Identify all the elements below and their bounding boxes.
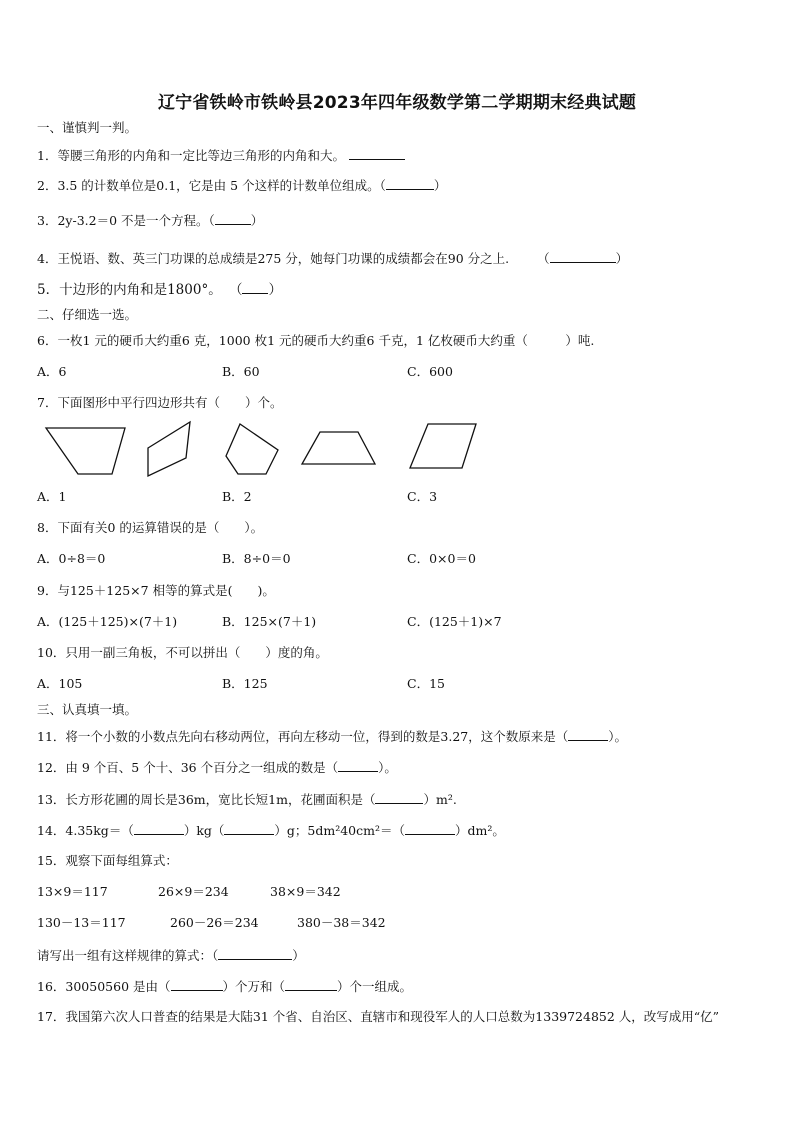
section-heading-2: 二、仔细选一选。 — [37, 307, 138, 322]
question-8-text: 8．下面有关0 的运算错误的是（ ）。 — [37, 520, 264, 535]
section-heading-3: 三、认真填一填。 — [37, 702, 138, 717]
question-14-unit-dm2: ）dm²。 — [455, 823, 505, 838]
answer-blank[interactable] — [134, 822, 184, 835]
question-17-text: 17．我国第六次人口普查的结果是大陆31 个省、自治区、直辖市和现役军人的人口总数为1339724852 人，改写成用“亿” — [37, 1009, 720, 1024]
isosceles-trapezoid-shape — [302, 432, 375, 464]
question-16-end: ）个一组成。 — [337, 979, 413, 994]
question-11 — [37, 728, 627, 745]
question-1-text: 1．等腰三角形的内角和一定比等边三角形的内角和大。 — [37, 148, 345, 163]
option-a[interactable]: A．0÷8＝0 — [37, 551, 106, 566]
paren-close: ） — [250, 213, 264, 228]
question-2 — [37, 177, 446, 194]
paren-close: ） — [433, 178, 447, 193]
question-16-mid: ）个万和（ — [222, 979, 286, 994]
question-9-text: 9．与125＋125×7 相等的算式是( )。 — [37, 583, 275, 598]
question-16 — [37, 978, 412, 995]
question-13 — [37, 791, 457, 808]
question-3 — [37, 212, 263, 229]
question-13-text: 13．长方形花圃的周长是36m，宽比长短1m，花圃面积是（ — [37, 792, 376, 807]
question-11-text: 11．将一个小数的小数点先向右移动两位，再向左移动一位，得到的数是3.27，这个数原来是（ — [37, 729, 569, 744]
pentagon-shape — [226, 424, 278, 474]
answer-blank[interactable] — [349, 147, 405, 160]
question-16-text: 16．30050560 是由（ — [37, 979, 171, 994]
answer-blank[interactable] — [242, 281, 268, 294]
question-7-text: 7．下面图形中平行四边形共有（ ）个。 — [37, 395, 283, 410]
equation: 13×9＝117 — [37, 884, 108, 899]
paren-open: （ — [537, 251, 550, 266]
answer-blank[interactable] — [405, 822, 455, 835]
paren-close: ） — [292, 948, 305, 963]
option-c[interactable]: C．(125＋1)×7 — [407, 614, 502, 629]
question-15-ask — [37, 947, 305, 964]
question-2-text: 2．3.5 的计数单位是0.1，它是由 5 个这样的计数单位组成。（ — [37, 178, 386, 193]
option-c[interactable]: C．3 — [407, 489, 438, 504]
option-a[interactable]: A．1 — [37, 489, 67, 504]
question-12 — [37, 759, 397, 776]
option-b[interactable]: B．125 — [222, 676, 268, 691]
answer-blank[interactable] — [218, 947, 292, 960]
question-14-text: 14．4.35kg＝（ — [37, 823, 134, 838]
question-14-unit-g: ）g；5dm²40cm²＝（ — [274, 823, 405, 838]
equation: 130－13＝117 — [37, 915, 126, 930]
option-b[interactable]: B．8÷0＝0 — [222, 551, 291, 566]
paren-close: ）m². — [423, 792, 457, 807]
parallelogram-shape-1 — [148, 422, 190, 476]
option-c[interactable]: C．15 — [407, 676, 445, 691]
answer-blank[interactable] — [215, 212, 251, 225]
option-a[interactable]: A．(125＋125)×(7＋1) — [37, 614, 178, 629]
question-15-ask-text: 请写出一组有这样规律的算式：（ — [37, 948, 219, 963]
question-12-text: 12．由 9 个百、5 个十、36 个百分之一组成的数是（ — [37, 760, 339, 775]
question-10-text: 10．只用一副三角板，不可以拼出（ ）度的角。 — [37, 645, 328, 660]
equation: 26×9＝234 — [158, 884, 229, 899]
trapezoid-shape — [46, 428, 125, 474]
answer-blank[interactable] — [285, 978, 337, 991]
paren-close: ） — [615, 251, 629, 266]
section-heading-1: 一、谨慎判一判。 — [37, 120, 138, 135]
answer-blank[interactable] — [568, 728, 608, 741]
answer-blank[interactable] — [375, 791, 423, 804]
question-4 — [37, 250, 628, 267]
option-a[interactable]: A．105 — [37, 676, 83, 691]
question-3-text: 3．2y-3.2＝0 不是一个方程。（ — [37, 213, 215, 228]
paren-close: ）。 — [378, 760, 397, 775]
paren-close: ）。 — [608, 729, 628, 744]
equation: 380－38＝342 — [297, 915, 386, 930]
option-a[interactable]: A．6 — [37, 364, 67, 379]
option-b[interactable]: B．60 — [222, 364, 260, 379]
option-c[interactable]: C．0×0＝0 — [407, 551, 476, 566]
question-4-text: 4．王悦语、数、英三门功课的总成绩是275 分，她每门功课的成绩都会在90 分之上. — [37, 251, 510, 266]
option-b[interactable]: B．125×(7＋1) — [222, 614, 317, 629]
question-1 — [37, 147, 405, 164]
question-14-unit-kg: ）kg（ — [183, 823, 225, 838]
paren-close: ） — [268, 282, 282, 298]
question-14 — [37, 822, 505, 839]
parallelogram-shape-2 — [410, 424, 476, 468]
shapes-figure — [30, 418, 500, 480]
answer-blank[interactable] — [224, 822, 274, 835]
question-5-text: 5．十边形的内角和是1800°。 — [37, 282, 222, 298]
answer-blank[interactable] — [338, 759, 378, 772]
answer-blank[interactable] — [550, 250, 616, 263]
question-15-text: 15．观察下面每组算式： — [37, 853, 178, 868]
paren-open: （ — [235, 282, 243, 298]
question-5 — [37, 281, 282, 298]
equation: 260－26＝234 — [170, 915, 259, 930]
option-b[interactable]: B．2 — [222, 489, 252, 504]
option-c[interactable]: C．600 — [407, 364, 453, 379]
answer-blank[interactable] — [386, 177, 434, 190]
equation: 38×9＝342 — [270, 884, 341, 899]
answer-blank[interactable] — [171, 978, 223, 991]
page-title: 辽宁省铁岭市铁岭县2023年四年级数学第二学期期末经典试题 — [157, 93, 637, 113]
question-6-text: 6．一枚1 元的硬币大约重6 克，1000 枚1 元的硬币大约重6 千克，1 亿枚硬币大约重（ ）吨. — [37, 333, 595, 348]
